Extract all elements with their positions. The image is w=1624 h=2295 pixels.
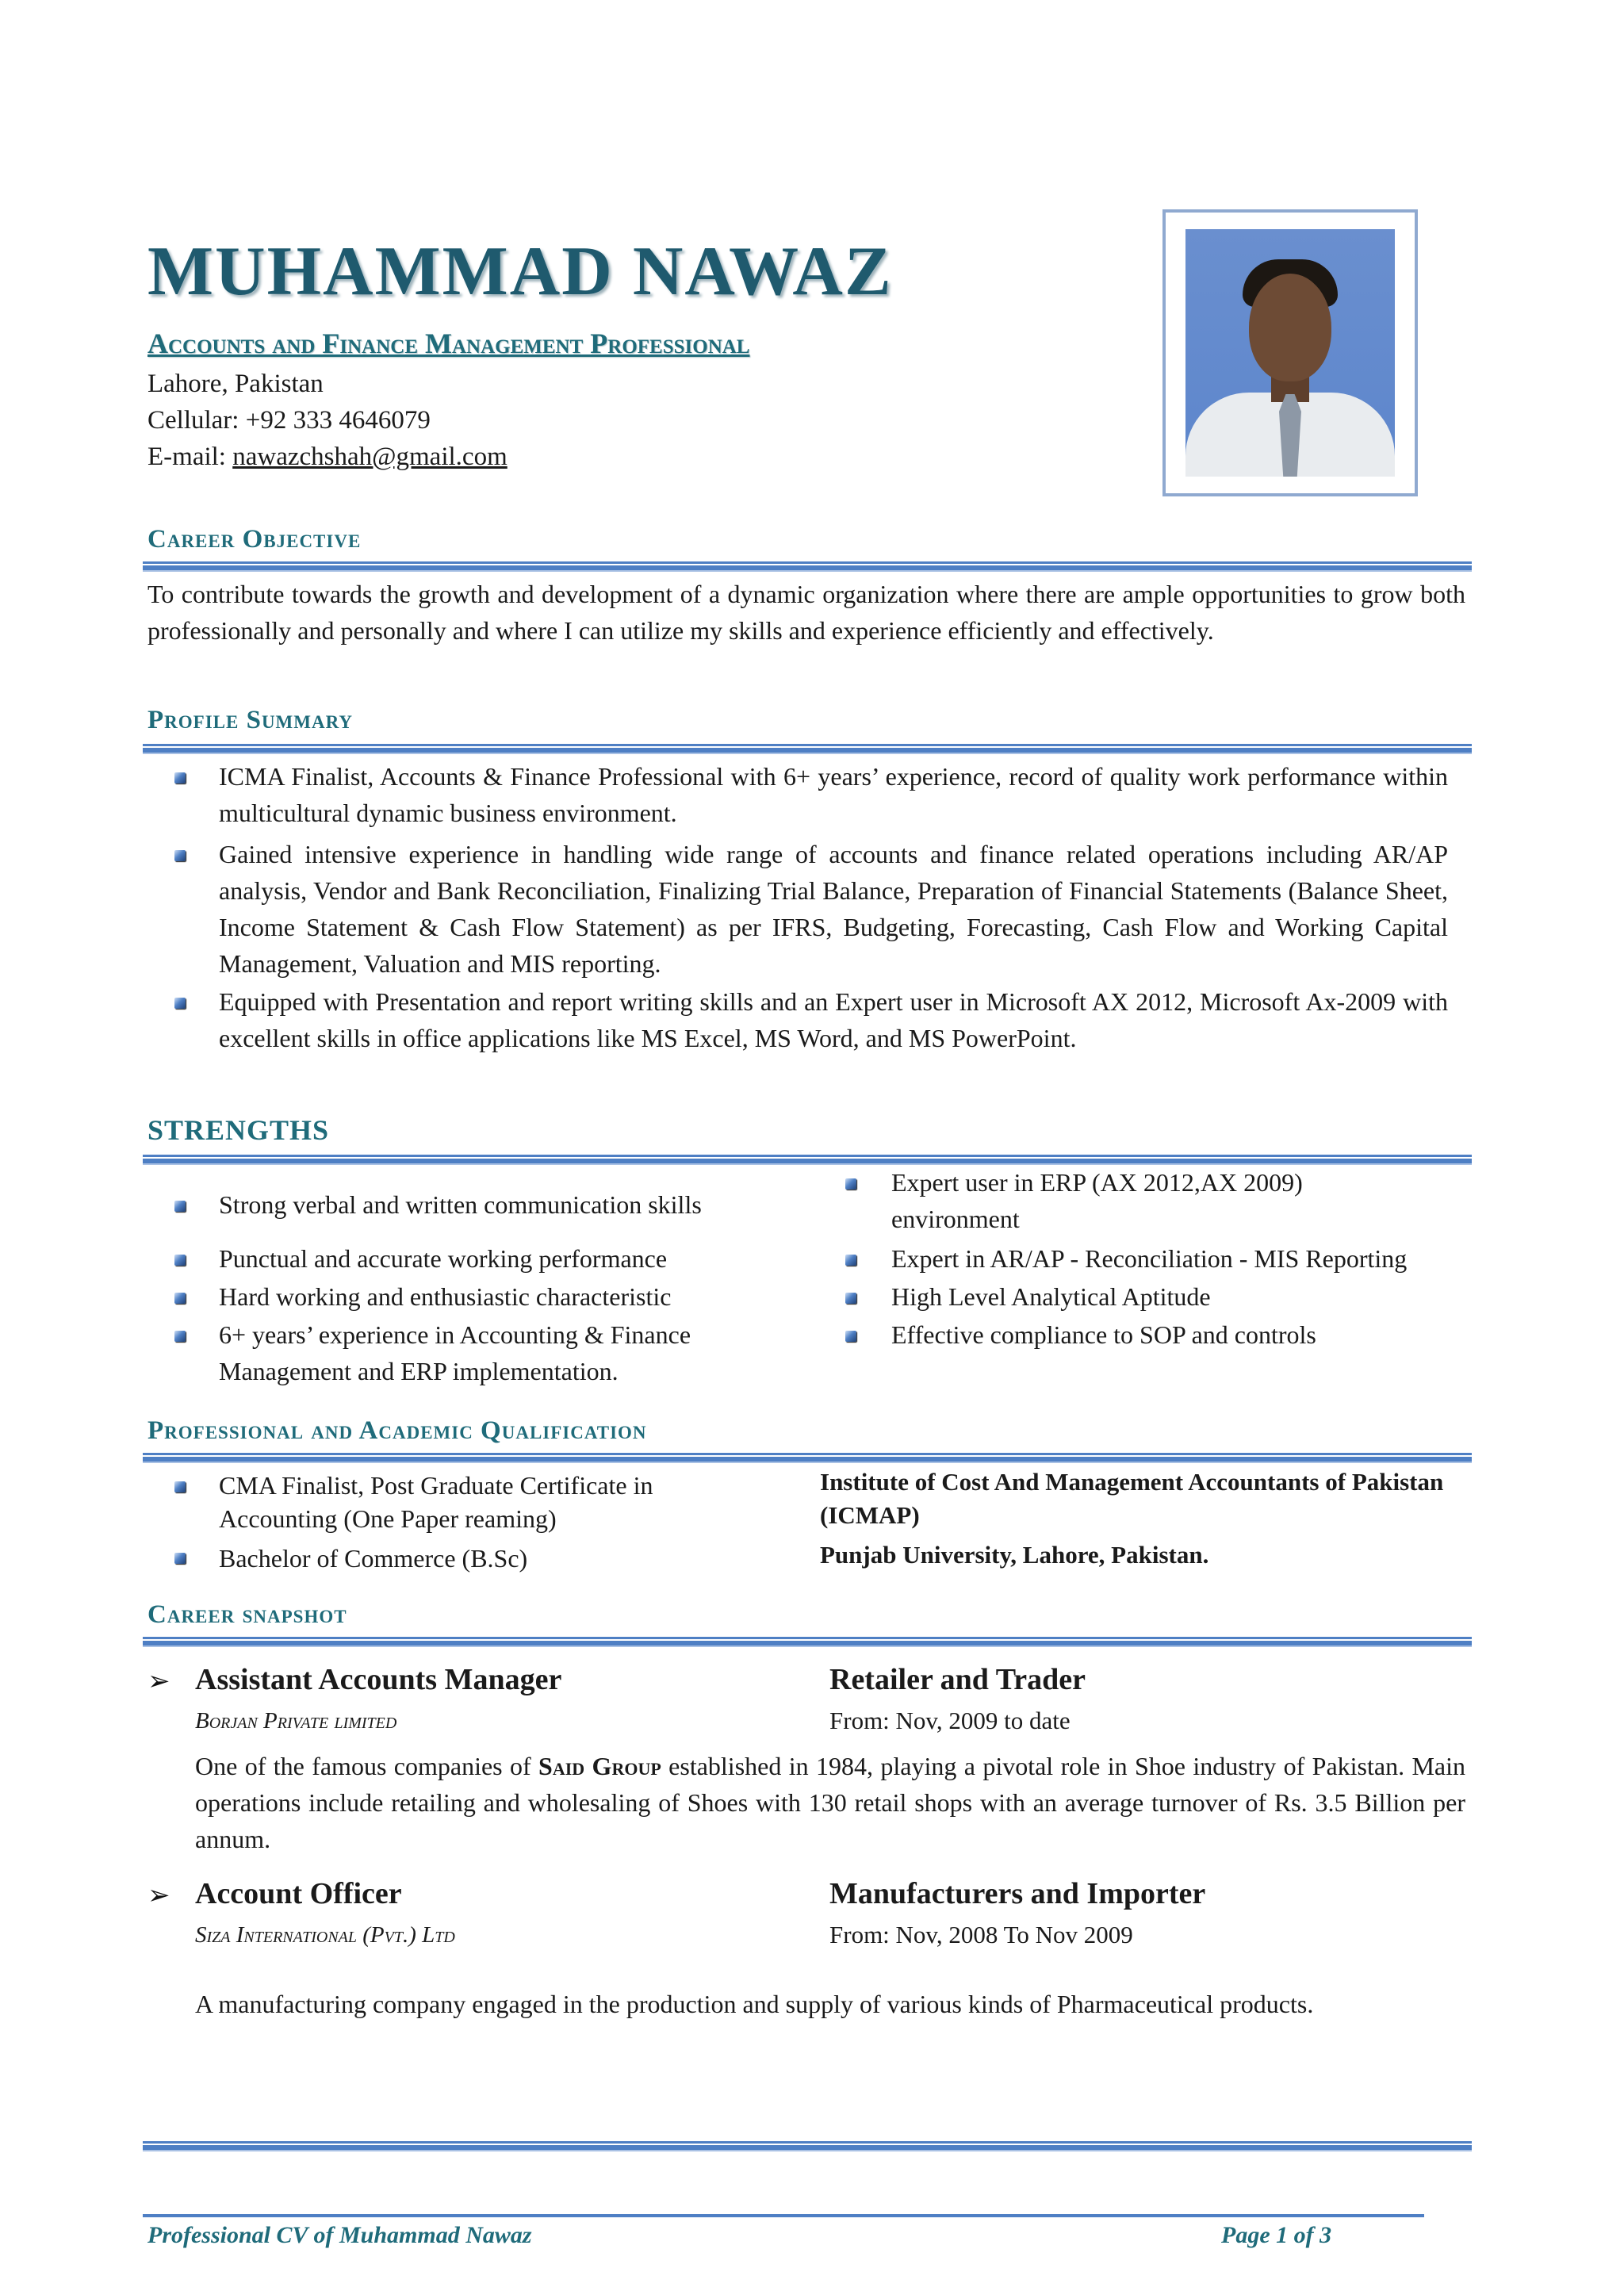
cellular-line — [147, 406, 431, 435]
bullet-icon — [174, 1255, 186, 1266]
profile-summary-item: Equipped with Presentation and report writing skills and an Expert user in Microsoft AX 2012, Microsoft Ax-2009 with excellent skills in office applications like MS Excel, MS Word, and MS PowerPoint. — [219, 987, 1448, 1052]
photo-face — [1249, 274, 1331, 381]
arrow-bullet-icon: ➢ — [147, 1667, 170, 1696]
qualification-degree: Bachelor of Commerce (B.Sc) — [219, 1544, 528, 1573]
job-title: Assistant Accounts Manager — [195, 1663, 562, 1696]
email-line — [147, 443, 508, 472]
career-objective-heading: Career Objective — [147, 525, 362, 554]
strength-item: Strong verbal and written communication skills — [219, 1190, 702, 1219]
job-company: Siza International (Pvt.) Ltd — [195, 1922, 455, 1948]
qualification-degree: CMA Finalist, Post Graduate Certificate in Accounting (One Paper reaming) — [219, 1471, 653, 1533]
career-objective-text: To contribute towards the growth and development of a dynamic organization where there are ample opportunities to grow both professionally and personally and where I can utilize my skills and experience efficiently and effectively. — [147, 580, 1465, 645]
qualification-heading: Professional and Academic Qualification — [147, 1416, 647, 1445]
profile-summary-heading: Profile Summary — [147, 706, 353, 734]
job-period: From: Nov, 2009 to date — [829, 1707, 1071, 1734]
job-title: Account Officer — [195, 1877, 402, 1910]
bullet-icon — [174, 998, 186, 1009]
section-divider — [143, 2141, 1472, 2152]
bullet-icon — [174, 1201, 186, 1212]
profile-photo-frame — [1162, 209, 1418, 496]
professional-title: Accounts and Finance Management Professional — [147, 328, 750, 359]
strength-item: Punctual and accurate working performance — [219, 1244, 668, 1273]
bullet-icon — [174, 1481, 186, 1492]
bullet-icon — [174, 850, 186, 861]
career-snapshot-heading: Career snapshot — [147, 1600, 347, 1629]
job-description-text: established in 1984, playing a pivotal role in Shoe industry of Pakistan. Main operations include retailing and wholesaling of Shoes with 130 retail shops with an average turnover of Rs. 3.5 Billion per annum. — [195, 1752, 1466, 1853]
email-link[interactable]: nawazchshah@gmail.com — [232, 443, 508, 471]
footer-divider — [143, 2214, 1424, 2217]
bullet-icon — [174, 1331, 186, 1342]
section-divider — [143, 1637, 1472, 1648]
job-industry: Manufacturers and Importer — [829, 1877, 1206, 1910]
section-divider — [143, 561, 1472, 573]
email-label: E-mail: — [147, 443, 226, 471]
footer-document-title: Professional CV of Muhammad Nawaz — [147, 2222, 532, 2248]
bullet-icon — [174, 1293, 186, 1304]
section-divider — [143, 744, 1472, 755]
strength-item: Hard working and enthusiastic characteristic — [219, 1282, 672, 1311]
qualification-institute: Punjab University, Lahore, Pakistan. — [820, 1541, 1209, 1569]
strength-item: Expert user in ERP (AX 2012,AX 2009) environment — [891, 1168, 1303, 1233]
location: Lahore, Pakistan — [147, 370, 324, 398]
qualification-institute: Institute of Cost And Management Accountants of Pakistan (ICMAP) — [820, 1468, 1444, 1529]
cellular-number: +92 333 4646079 — [245, 406, 431, 435]
bullet-icon — [845, 1255, 856, 1266]
bullet-icon — [174, 1553, 186, 1564]
profile-summary-item: ICMA Finalist, Accounts & Finance Professional with 6+ years’ experience, record of quality work performance within multicultural dynamic business environment. — [219, 762, 1448, 827]
job-industry: Retailer and Trader — [829, 1663, 1086, 1696]
strength-item: Effective compliance to SOP and controls — [891, 1320, 1316, 1349]
bullet-icon — [845, 1331, 856, 1342]
job-description — [195, 1748, 1465, 1857]
strengths-heading: STRENGTHS — [147, 1114, 330, 1146]
candidate-name: MUHAMMAD NAWAZ — [147, 233, 893, 310]
section-divider — [143, 1453, 1472, 1464]
profile-summary-item: Gained intensive experience in handling wide range of accounts and finance related operations including AR/AP analysis, Vendor and Bank Reconciliation, Finalizing Trial Balance, Preparation of Financial Statements (Balance Sheet, Income Statement & Cash Flow Statement) as per IFRS, Budgeting, Forecasting, Cash Flow and Working Capital Management, Valuation and MIS reporting. — [219, 840, 1448, 978]
company-group-name: Said Group — [538, 1752, 661, 1780]
bullet-icon — [174, 772, 186, 784]
profile-photo — [1185, 229, 1395, 477]
job-company: Borjan Private limited — [195, 1708, 397, 1734]
bullet-icon — [845, 1178, 856, 1190]
footer-page-number: Page 1 of 3 — [1221, 2222, 1332, 2248]
strength-item: Expert in AR/AP - Reconciliation - MIS Reporting — [891, 1244, 1408, 1273]
arrow-bullet-icon: ➢ — [147, 1881, 170, 1910]
cellular-label: Cellular: — [147, 406, 239, 435]
strength-item: 6+ years’ experience in Accounting & Finance Management and ERP implementation. — [219, 1320, 691, 1385]
job-period: From: Nov, 2008 To Nov 2009 — [829, 1921, 1133, 1948]
bullet-icon — [845, 1293, 856, 1304]
strength-item: High Level Analytical Aptitude — [891, 1282, 1211, 1311]
job-description-text: One of the famous companies of — [195, 1752, 539, 1780]
job-description: A manufacturing company engaged in the production and supply of various kinds of Pharmaceutical products. — [195, 1990, 1314, 2018]
